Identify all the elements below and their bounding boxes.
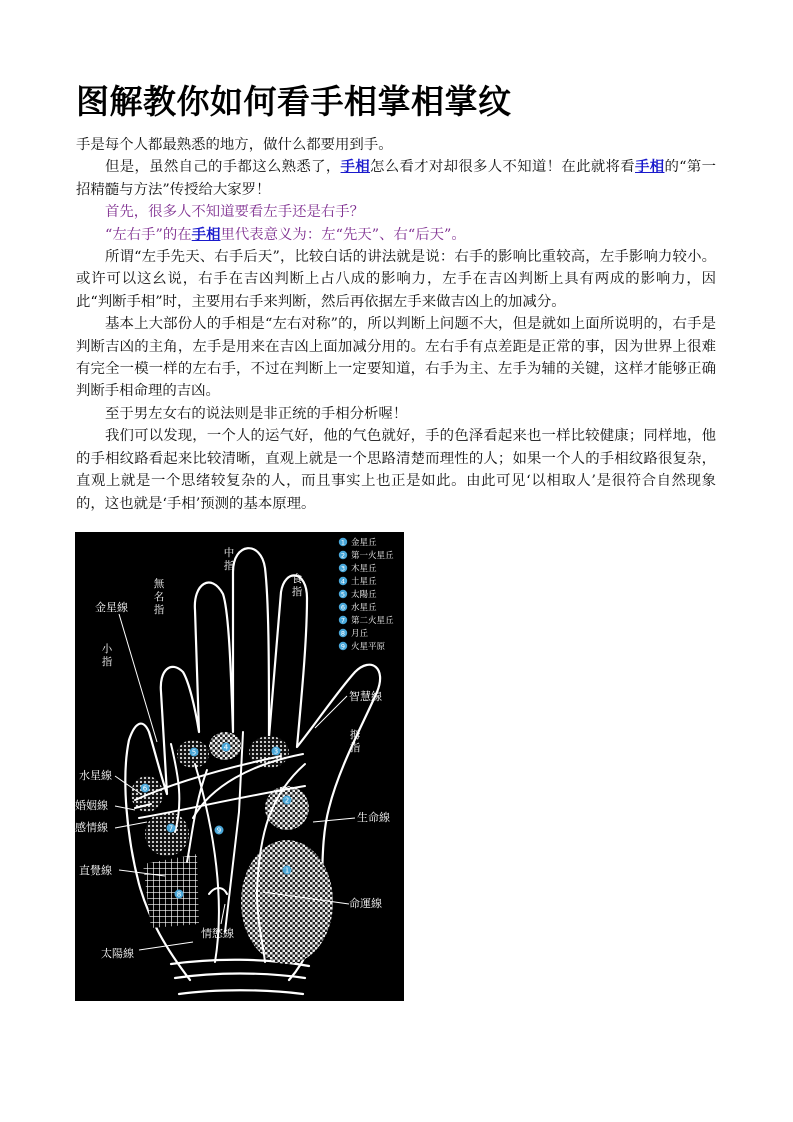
page-title: 图解教你如何看手相掌相掌纹 bbox=[76, 82, 512, 121]
legend-label: 水星丘 bbox=[351, 603, 377, 613]
paragraph-text: 的“第一招精髓与方法”传授给大家罗！ bbox=[76, 159, 716, 198]
paragraph-text: 怎么看才对却很多人不知道！在此就将看 bbox=[370, 159, 635, 176]
line-label: 金星線 bbox=[95, 601, 128, 614]
legend-number: 9 bbox=[340, 642, 346, 651]
legend-label: 木星丘 bbox=[351, 564, 377, 574]
mount-marker-text: 7 bbox=[168, 824, 174, 833]
palmistry-link[interactable]: 手相 bbox=[340, 158, 370, 176]
line-label: 太陽線 bbox=[101, 947, 134, 960]
mount-marker-text: 4 bbox=[223, 743, 229, 752]
legend-label: 第二火星丘 bbox=[351, 616, 394, 626]
mount-marker-text: 8 bbox=[176, 890, 182, 899]
line-label: 生命線 bbox=[357, 811, 390, 824]
line-label: 命運線 bbox=[349, 897, 382, 910]
palmistry-link[interactable]: 手相 bbox=[191, 225, 221, 243]
legend-number: 5 bbox=[340, 590, 346, 599]
line-label: 婚姻線 bbox=[75, 799, 108, 812]
mount-marker-text: 1 bbox=[284, 866, 290, 875]
paragraph bbox=[76, 156, 716, 201]
mount-marker-text: 3 bbox=[273, 747, 279, 756]
line-label: 水星線 bbox=[79, 769, 112, 782]
finger-label: 指 bbox=[349, 742, 361, 754]
finger-label: 指 bbox=[101, 656, 113, 668]
mount-legend bbox=[339, 537, 394, 652]
paragraph: 所谓“左手先天、右手后天”，比较白话的讲法就是说：右手的影响比重较高，左手影响力较小。或许可以这幺说，右手在吉凶判断上占八成的影响力，左手在吉凶判断上具有两成的影响力，因此“判断手相”时，主要用右手来判断，然后再依据左手来做吉凶上的加减分。 bbox=[76, 249, 716, 310]
line-label: 直覺線 bbox=[79, 864, 112, 877]
finger-label: 無 bbox=[153, 578, 165, 590]
paragraph: 首先，很多人不知道要看左手还是右手？ bbox=[105, 204, 365, 221]
legend-number: 1 bbox=[340, 538, 346, 547]
paragraph: 手是每个人都最熟悉的地方，做什么都要用到手。 bbox=[76, 137, 393, 153]
legend-number: 7 bbox=[340, 616, 346, 625]
paragraph-text: 但是，虽然自己的手都这么熟悉了， bbox=[105, 159, 341, 176]
paragraph-text: “左右手”的在 bbox=[105, 226, 192, 243]
finger-label: 中 bbox=[223, 547, 235, 559]
palmistry-link[interactable]: 手相 bbox=[635, 158, 665, 176]
finger-label: 拇 bbox=[349, 729, 361, 741]
line-label: 情慾線 bbox=[201, 927, 234, 940]
mount-marker-text: 6 bbox=[142, 784, 148, 793]
finger-label: 指 bbox=[291, 586, 303, 598]
legend-label: 太陽丘 bbox=[351, 590, 377, 600]
finger-label: 食 bbox=[291, 573, 303, 585]
mount-marker-text: 5 bbox=[191, 748, 197, 757]
legend-label: 金星丘 bbox=[351, 538, 377, 548]
paragraph: 至于男左女右的说法则是非正统的手相分析喔！ bbox=[105, 405, 408, 422]
article-body bbox=[76, 134, 716, 515]
paragraph: 我们可以发现，一个人的运气好，他的气色就好，手的色泽看起来也一样比较健康；同样地，他的手相纹路看起来比较清晰，直观上就是一个思路清楚而理性的人；如果一个人的手相纹路很复杂，直观上就是一个思绪较复杂的人，而且事实上也正是如此。由此可见‘以相取人’是很符合自然现象的，这也就是‘手相’预测的基本原理。 bbox=[76, 428, 716, 512]
mount-marker-text: 9 bbox=[216, 826, 222, 835]
paragraph: 基本上大部份人的手相是“左右对称”的，所以判断上问题不大，但是就如上面所说明的，右手是判断吉凶的主角，左手是用来在吉凶上面加减分用的。左右手有点差距是正常的事，因为世界上很难有完全一模一样的左右手，不过在判断上一定要知道，右手为主、左手为辅的关键，这样才能够正确判断手相命理的吉凶。 bbox=[76, 316, 716, 400]
legend-number: 4 bbox=[340, 577, 346, 586]
finger-label: 指 bbox=[153, 604, 165, 616]
mount-marker-text: 2 bbox=[284, 796, 290, 805]
finger-label: 指 bbox=[223, 560, 235, 572]
legend-number: 3 bbox=[340, 564, 346, 573]
legend-label: 土星丘 bbox=[351, 577, 377, 587]
legend-label: 月丘 bbox=[351, 629, 369, 639]
palm-diagram bbox=[75, 532, 404, 1001]
line-label: 感情線 bbox=[75, 821, 108, 834]
finger-label: 小 bbox=[101, 643, 113, 655]
paragraph bbox=[76, 224, 716, 246]
line-label: 智慧線 bbox=[349, 690, 382, 703]
paragraph-text: 里代表意义为：左“先天”、右“后天”。 bbox=[220, 226, 466, 243]
legend-label: 火星平原 bbox=[351, 642, 386, 652]
legend-number: 6 bbox=[340, 603, 346, 612]
legend-number: 2 bbox=[340, 551, 346, 560]
legend-number: 8 bbox=[340, 629, 346, 638]
legend-label: 第一火星丘 bbox=[351, 551, 394, 561]
finger-label: 名 bbox=[153, 591, 165, 603]
